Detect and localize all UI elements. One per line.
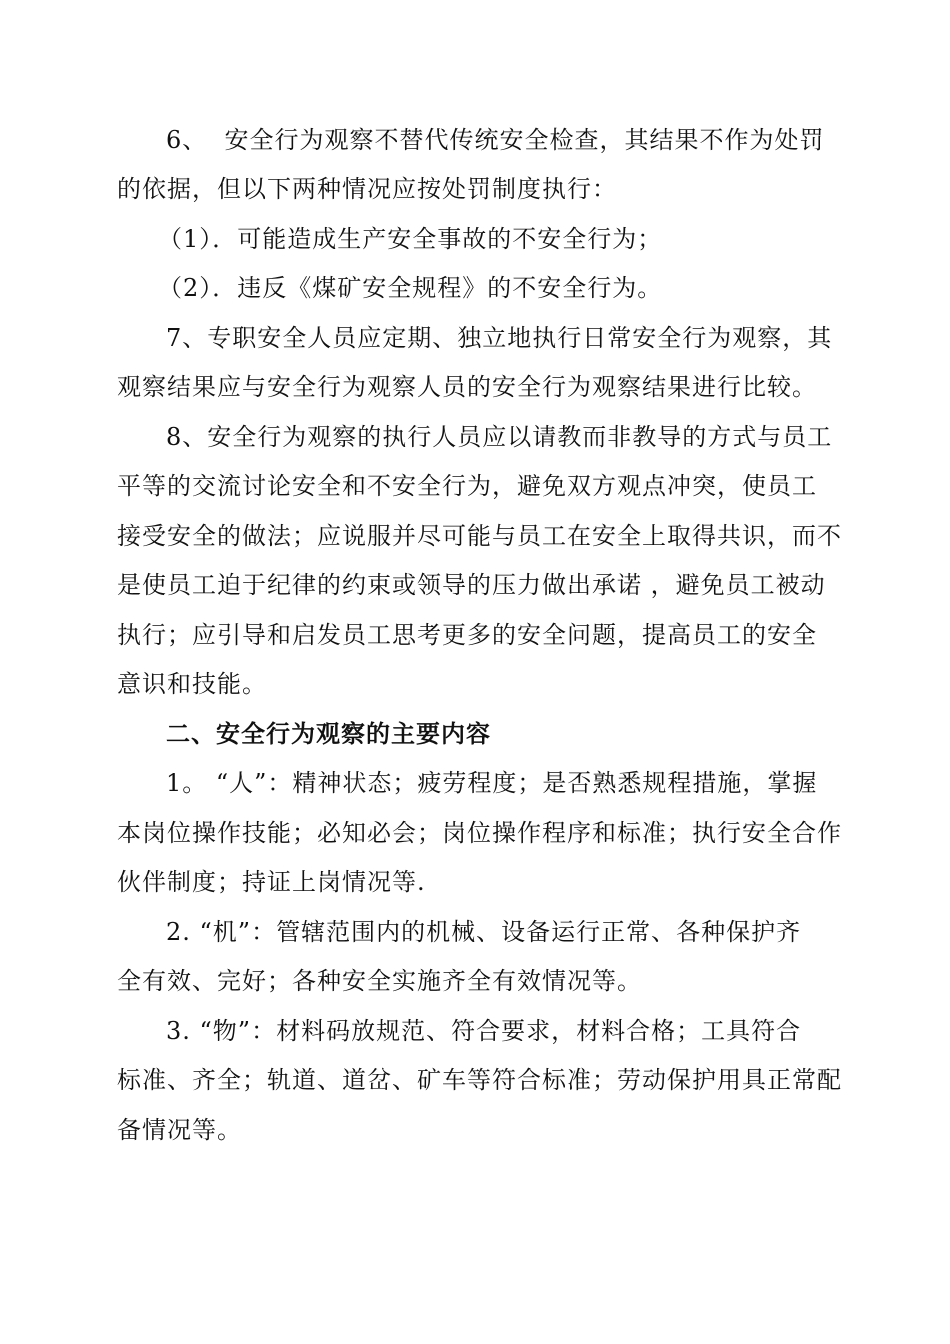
content3-line2: 标准、齐全；轨道、道岔、矿车等符合标准；劳动保护用具正常配 <box>117 1066 842 1094</box>
item6-sub2: （2）．违反《煤矿安全规程》的不安全行为。 <box>158 274 663 302</box>
content3-line1: 3. “物”：材料码放规范、符合要求，材料合格；工具符合 <box>166 1017 802 1045</box>
content2-line2: 全有效、完好；各种安全实施齐全有效情况等。 <box>117 967 642 995</box>
content1-line2: 本岗位操作技能；必知必会；岗位操作程序和标准；执行安全合作 <box>117 819 842 847</box>
item6-line1: 6、 安全行为观察不替代传统安全检查，其结果不作为处罚 <box>166 126 825 154</box>
item8-line2: 平等的交流讨论安全和不安全行为，避免双方观点冲突，使员工 <box>117 472 817 500</box>
content2-line1: 2. “机”：管辖范围内的机械、设备运行正常、各种保护齐 <box>166 918 802 946</box>
section2-heading: 二、安全行为观察的主要内容 <box>166 720 491 748</box>
content1-line3: 伙伴制度；持证上岗情况等. <box>117 868 426 896</box>
content1-line1: 1。 “人”：精神状态；疲劳程度；是否熟悉规程措施，掌握 <box>166 769 818 797</box>
item8-line3: 接受安全的做法；应说服并尽可能与员工在安全上取得共识，而不 <box>117 522 842 550</box>
item8-line6: 意识和技能。 <box>117 670 267 698</box>
item6-sub1: （1）．可能造成生产安全事故的不安全行为； <box>158 225 663 253</box>
item8-line5: 执行；应引导和启发员工思考更多的安全问题，提高员工的安全 <box>117 621 817 649</box>
item7-line1: 7、专职安全人员应定期、独立地执行日常安全行为观察，其 <box>166 324 833 352</box>
item8-line1: 8、安全行为观察的执行人员应以请教而非教导的方式与员工 <box>166 423 833 451</box>
item7-line2: 观察结果应与安全行为观察人员的安全行为观察结果进行比较。 <box>117 373 817 401</box>
content3-line3: 备情况等。 <box>117 1116 242 1144</box>
item6-line2: 的依据，但以下两种情况应按处罚制度执行： <box>117 175 617 203</box>
item8-line4: 是使员工迫于纪律的约束或领导的压力做出承诺 ，避免员工被动 <box>117 571 826 599</box>
